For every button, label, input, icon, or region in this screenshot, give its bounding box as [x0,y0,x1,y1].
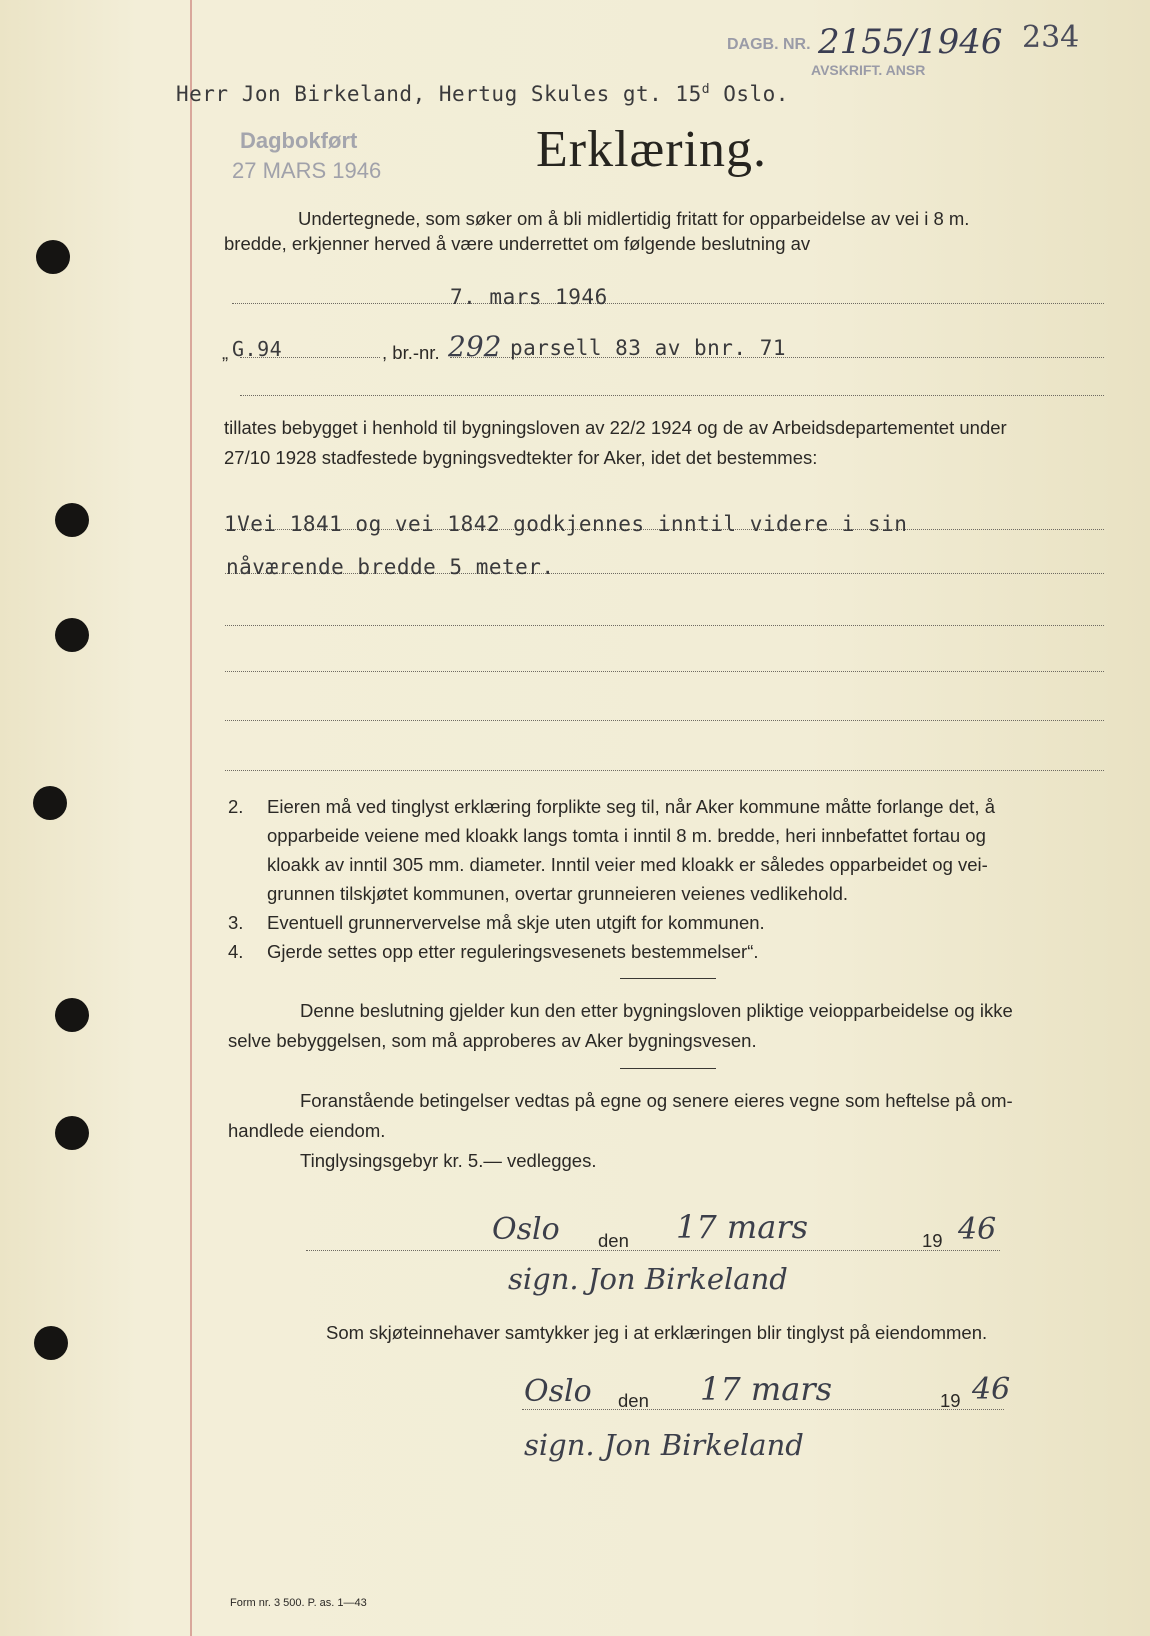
note-line-2: selve bebyggelsen, som må approberes av Aker bygningsvesen. [228,1030,757,1051]
stamp-dagbokfort-date: 27 MARS 1946 [232,158,382,183]
dotted-line [225,720,1104,721]
signature-2-year: 46 [972,1372,1011,1407]
addressee [176,82,789,106]
item-4-text: Gjerde settes opp etter reguleringsvesenets bestemmelser“. [267,941,759,962]
decision-date: 7. mars 1946 [450,285,608,309]
punch-hole [33,786,67,820]
addressee-city: Oslo. [723,82,789,106]
item-4-number: 4. [228,941,244,962]
punch-hole [55,998,89,1032]
signature-1-place: Oslo [492,1212,560,1247]
item-3-text: Eventuell grunnervervelse må skje uten utgift for kommunen. [267,912,765,933]
stamp-dagb-label: DAGB. NR. [727,36,811,53]
document-title: Erklæring. [536,121,767,178]
separator [620,978,716,979]
allowed-line-2: 27/10 1928 stadfestede bygningsvedtekter for Aker, idet det bestemmes: [224,447,818,468]
brnr-label: , br.-nr. [382,342,440,363]
condition-1-line-1: 1Vei 1841 og vei 1842 godkjennes inntil videre i sin [224,512,908,536]
punch-hole [55,618,89,652]
dotted-line [232,303,1104,304]
separator [620,1068,716,1069]
punch-hole [36,240,70,274]
signature-1-year: 46 [958,1212,997,1247]
item-2-line: opparbeide veiene med kloakk langs tomta i inntil 8 m. bredde, heri innbefattet fortau og [267,825,986,846]
signature-1-name: sign. Jon Birkeland [508,1262,788,1296]
gnr-prefix: „ [222,342,229,363]
item-3-number: 3. [228,912,244,933]
margin-rule [190,0,192,1636]
dotted-line [225,770,1104,771]
signature-line [522,1409,1004,1410]
signature-1-date: 17 mars [676,1208,809,1246]
signature-2-name: sign. Jon Birkeland [524,1428,804,1462]
brnr-typed: parsell 83 av bnr. 71 [510,336,787,360]
page-number: 234 [1022,20,1080,55]
gnr-value: G.94 [232,337,283,361]
signature-2-place: Oslo [524,1374,592,1409]
brnr-handwritten: 292 [448,330,502,363]
item-2-text [267,792,1107,908]
stamp-avskrift: AVSKRIFT. ANSR [811,62,926,78]
signature-1-den: den [598,1230,629,1251]
obligation-line-1: Foranstående betingelser vedtas på egne og senere eieres vegne som heftelse på om- [300,1090,1013,1111]
obligation-line-2: handlede eiendom. [228,1120,386,1141]
item-2-line: Eieren må ved tinglyst erklæring forplikte seg til, når Aker kommune måtte forlange det, å [267,796,996,817]
punch-hole [55,503,89,537]
consent-line: Som skjøteinnehaver samtykker jeg i at erklæringen blir tinglyst på eiendommen. [326,1322,988,1343]
stamp-dagbokfort-label: Dagbokført [240,128,358,153]
item-2-number: 2. [228,796,244,817]
punch-hole [34,1326,68,1360]
dotted-line [225,625,1104,626]
intro-line-1: Undertegnede, som søker om å bli midlertidig fritatt for opparbeidelse av vei i 8 m. [298,208,970,229]
condition-1-line-2: nåværende bredde 5 meter. [226,555,555,579]
allowed-line-1: tillates bebygget i henhold til bygningsloven av 22/2 1924 og de av Arbeidsdepartementet under [224,417,1007,438]
item-2-line: kloakk av inntil 305 mm. diameter. Inntil veier med kloakk er således opparbeidet og vei- [267,854,988,875]
form-footer: Form nr. 3 500. P. as. 1—43 [230,1597,367,1609]
signature-line [306,1250,1000,1251]
addressee-sup: d [701,82,711,97]
intro-line-2: bredde, erkjenner herved å være underrettet om følgende beslutning av [224,233,811,254]
signature-2-year-prefix: 19 [940,1390,961,1411]
fee-line: Tinglysingsgebyr kr. 5.— vedlegges. [300,1150,597,1171]
item-2-line: grunnen tilskjøtet kommunen, overtar grunneieren veienes vedlikehold. [267,883,849,904]
stamp-dagb-number: 2155/1946 [818,22,1003,62]
signature-1-year-prefix: 19 [922,1230,943,1251]
dotted-line [225,671,1104,672]
punch-hole [55,1116,89,1150]
signature-2-den: den [618,1390,649,1411]
signature-2-date: 17 mars [700,1370,833,1408]
dotted-line [240,395,1104,396]
addressee-text: Herr Jon Birkeland, Hertug Skules gt. 15 [176,82,702,106]
note-line-1: Denne beslutning gjelder kun den etter bygningsloven pliktige veiopparbeidelse og ikke [300,1000,1013,1021]
